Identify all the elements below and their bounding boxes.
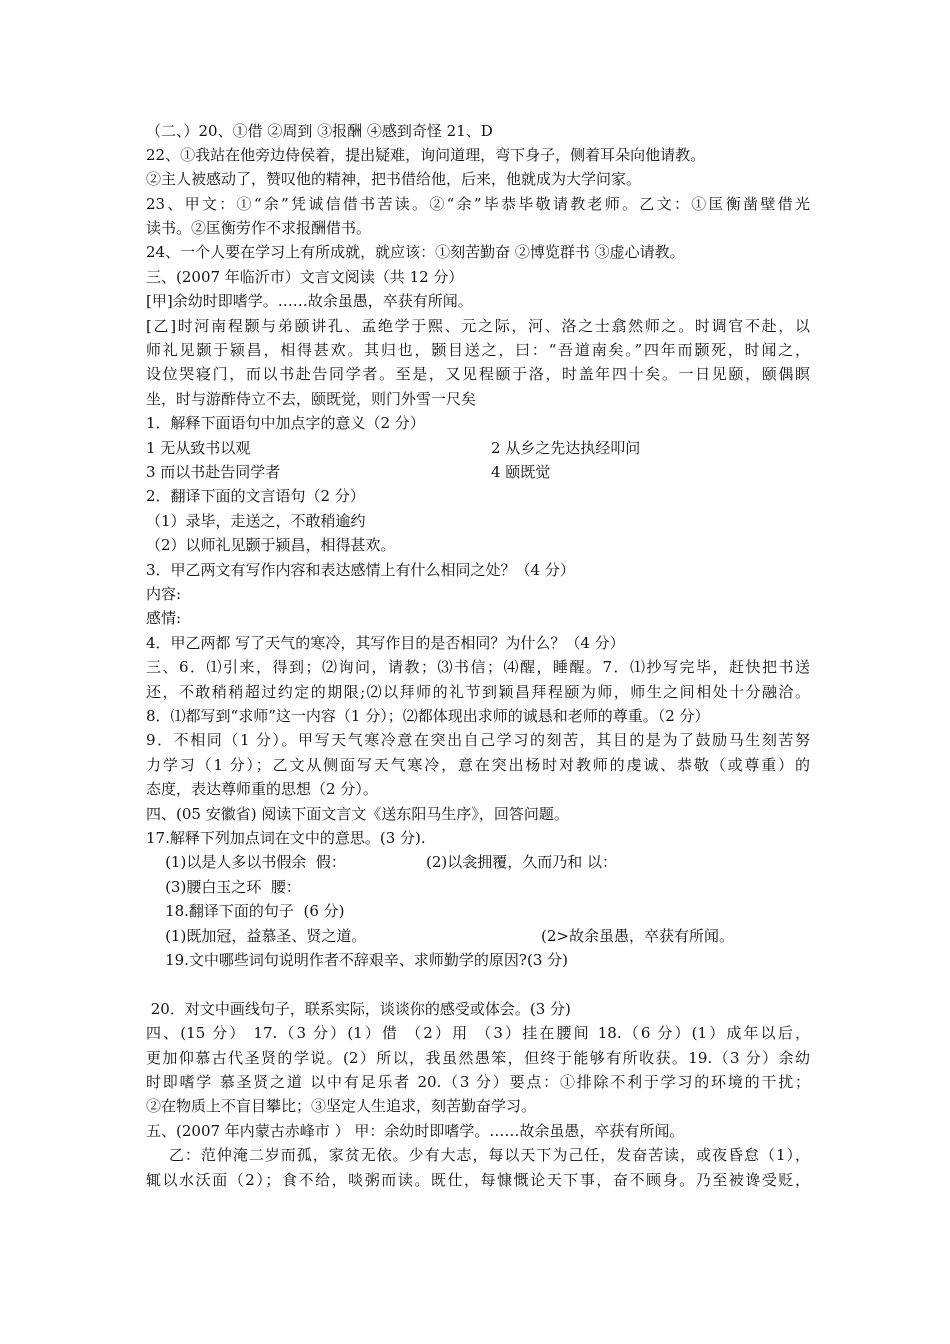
passage-line: 坐，时与游酢侍立不去，颐既觉，则门外雪一尺矣 xyxy=(146,390,477,408)
answer-line: 时即嗜学 慕圣贤之道 以中有足乐者 20.（3 分）要点：①排除不利于学习的环境的干扰； xyxy=(146,1073,810,1091)
answer-line: 三、6．⑴引来，得到；⑵询问，请教；⑶书信；⑷醒，睡醒。7．⑴抄写完毕，赶快把书送 xyxy=(146,658,810,676)
answer-label: 内容: xyxy=(146,585,182,603)
passage-line: 师礼见颢于颍昌，相得甚欢。其归也，颢目送之，曰：“吾道南矣。”四年而颢死，时闻之， xyxy=(146,341,810,359)
question-line: （1）录毕，走送之，不敢稍逾约 xyxy=(146,512,366,530)
answer-label: 感情: xyxy=(146,609,182,627)
question-item: (1)既加冠，益慕圣、贤之道。 xyxy=(146,927,367,945)
answer-line: 更加仰慕古代圣贤的学说。(2）所以，我虽然愚笨，但终于能够有所收获。19.（3 分）余幼 xyxy=(146,1049,810,1067)
question-item: 1 无从致书以观 xyxy=(146,439,251,457)
question-pair xyxy=(146,924,810,948)
question-pair xyxy=(146,460,810,484)
answer-line: 力学习（1 分）；乙文从侧面写天气寒冷，意在突出杨时对教师的虔诚、恭敬（或尊重）的 xyxy=(146,756,810,774)
question-item: 4 颐既觉 xyxy=(491,463,551,481)
answer-line: 态度，表达尊师重的思想（2 分）。 xyxy=(146,780,378,798)
question-line: 17.解释下列加点词在文中的意思。(3 分). xyxy=(146,829,426,847)
passage-line: [甲]余幼时即嗜学。……故余虽愚，卒获有所闻。 xyxy=(146,292,473,310)
answer-line: 9．不相同（1 分）。甲写天气寒冷意在突出自己学习的刻苦，其目的是为了鼓励马生刻苦努 xyxy=(146,731,810,749)
passage-line: [乙]时河南程颢与弟颐讲孔、孟绝学于熙、元之际，河、洛之士翕然师之。时调官不赴，以 xyxy=(146,317,810,335)
question-line: 20．对文中画线句子，联系实际，谈谈你的感受或体会。(3 分) xyxy=(146,1000,571,1018)
question-line: 3．甲乙两文有写作内容和表达感情上有什么相同之处？（4 分） xyxy=(146,561,575,579)
question-line: 1．解释下面语句中加点字的意义（2 分） xyxy=(146,414,425,432)
question-line: 2．翻译下面的文言语句（2 分） xyxy=(146,487,365,505)
question-item: (1)以是人多以书假余 假： xyxy=(146,853,346,871)
answer-line: ②主人被感动了，赞叹他的精神，把书借给他，后来，他就成为大学问家。 xyxy=(146,170,642,188)
section-heading: 三、(2007 年临沂市）文言文阅读（共 12 分） xyxy=(146,268,464,286)
answer-line: 四、(15 分） 17.（3 分）(1）借 （2）用 （3）挂在腰间 18.（6 分）(1）成年以后， xyxy=(146,1024,810,1042)
answer-line: 8．⑴都写到“求师”这一内容（1 分）；⑵都体现出求师的诚恳和老师的尊重。（2 分） xyxy=(146,707,710,725)
question-line: 4．甲乙两都 写了天气的寒冷，其写作目的是否相同？为什么？（4 分） xyxy=(146,634,625,652)
answer-line: ②在物质上不盲目攀比；③坚定人生追求，刻苦勤奋学习。 xyxy=(146,1097,537,1115)
question-pair xyxy=(146,436,810,460)
answer-line: 23、甲文：①“余”凭诚信借书苦读。②“余”毕恭毕敬请教老师。乙文：①匡衡凿壁借光 xyxy=(146,195,810,213)
answer-line: （二、）20、①借 ②周到 ③报酬 ④感到奇怪 21、D xyxy=(146,122,493,140)
passage-line: 乙：范仲淹二岁而孤，家贫无依。少有大志，每以天下为己任，发奋苦读，或夜昏怠（1）， xyxy=(146,1146,810,1164)
question-item: (2>故余虽愚，卒获有所闻。 xyxy=(541,927,734,945)
answer-line: 读书。②匡衡劳作不求报酬借书。 xyxy=(146,219,372,237)
passage-line: 设位哭寝门，而以书赴告同学者。至是，又见程颐于洛，时盖年四十矣。一日见颐，颐偶瞑 xyxy=(146,365,810,383)
question-line: 19.文中哪些词句说明作者不辞艰辛、求师勤学的原因?(3 分) xyxy=(146,951,568,969)
section-heading: 五、(2007 年内蒙古赤峰市 ） 甲：余幼时即嗜学。……故余虽愚，卒获有所闻。 xyxy=(146,1122,685,1140)
question-line: 18.翻译下面的句子 (6 分) xyxy=(146,902,345,920)
answer-line: 22、①我站在他旁边侍侯着，提出疑难，询问道理，弯下身子，侧着耳朵向他请教。 xyxy=(146,146,706,164)
answer-line: 还，不敢稍稍超过约定的期限;⑵以拜师的礼节到颖昌拜程颐为师，师生之间相处十分融洽。 xyxy=(146,683,810,701)
question-line: （2）以师礼见颢于颍昌，相得甚欢。 xyxy=(146,536,396,554)
question-line: (3)腰白玉之环 腰： xyxy=(146,878,301,896)
question-item: 3 而以书赴告同学者 xyxy=(146,463,281,481)
question-item: (2)以衾拥覆，久而乃和 以： xyxy=(426,853,618,871)
section-heading: 四、(05 安徽省) 阅读下面文言文《送东阳马生序》，回答问题。 xyxy=(146,805,569,823)
passage-line: 辄以水沃面（2）；食不给，啖粥而读。既仕，每慷慨论天下事，奋不顾身。乃至被谗受贬， xyxy=(146,1171,810,1189)
answer-line: 24、一个人要在学习上有所成就，就应该：①刻苦勤奋 ②博览群书 ③虚心请教。 xyxy=(146,243,685,261)
question-item: 2 从乡之先达执经叩问 xyxy=(491,439,641,457)
question-pair xyxy=(146,850,810,874)
